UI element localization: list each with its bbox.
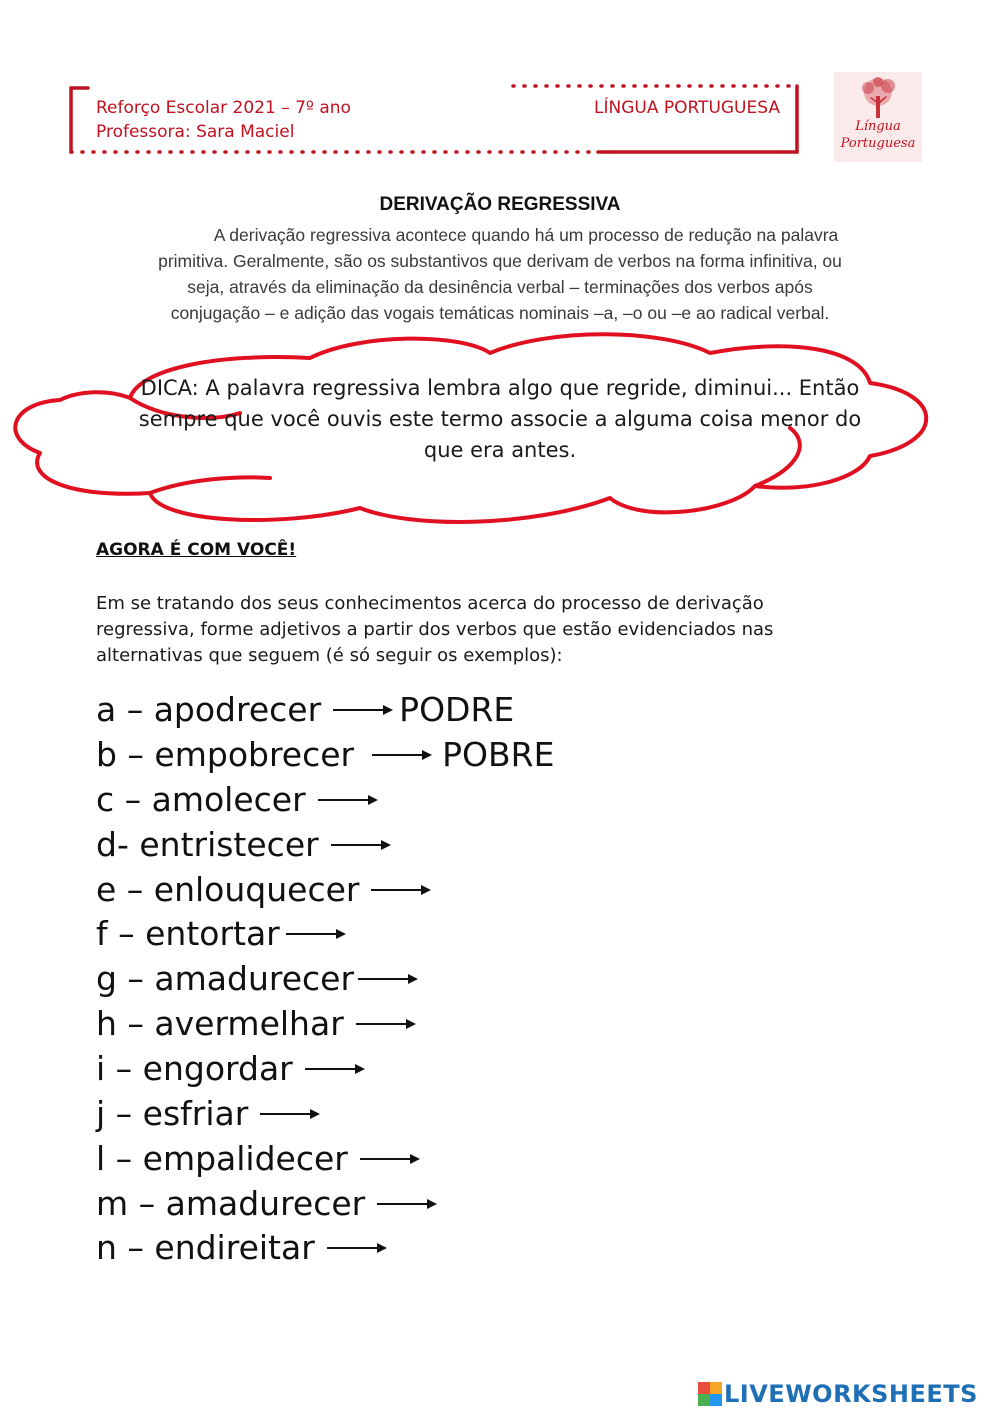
exercise-item [96, 1182, 443, 1226]
intro-line: conjugação – e adição das vogais temáticas nominais –a, –o ou –e ao radical verbal. [170, 303, 830, 323]
exercise-item [96, 1092, 326, 1136]
activity-heading: AGORA É COM VOCÊ! [96, 540, 297, 560]
arrow-right-icon [371, 884, 431, 896]
tip-line: DICA: A palavra regressiva lembra algo que regride, diminui... Então [140, 376, 860, 400]
intro-line: primitiva. Geralmente, são os substantivos que derivam de verbos na forma infinitiva, ou [158, 251, 842, 271]
tree-icon [834, 72, 922, 122]
arrow-right-icon [377, 1198, 437, 1210]
activity-instructions [96, 591, 916, 669]
brand-name: LIVEWORKSHEETS [724, 1380, 978, 1408]
verb-label: f – entortar [96, 914, 280, 953]
exercise-item [96, 823, 397, 867]
verb-label: m – amadurecer [96, 1184, 366, 1223]
answer-field[interactable]: POBRE [442, 735, 555, 774]
verb-label: c – amolecer [96, 780, 306, 819]
verb-label: n – endireitar [96, 1228, 315, 1267]
liveworksheets-mark-icon [698, 1382, 722, 1406]
verb-label: g – amadurecer [96, 959, 355, 998]
instruction-line: Em se tratando dos seus conhecimentos acerca do processo de derivação [96, 593, 764, 614]
arrow-right-icon [372, 749, 432, 761]
instruction-line: alternativas que seguem (é só seguir os exemplos): [96, 645, 563, 666]
arrow-right-icon [260, 1108, 320, 1120]
arrow-right-icon [331, 839, 391, 851]
verb-label: b – empobrecer [96, 735, 355, 774]
logo-text-line-2: Portuguesa [840, 136, 916, 151]
arrow-right-icon [286, 928, 346, 940]
header-subject: LÍNGUA PORTUGUESA [594, 98, 780, 118]
intro-line: seja, através da eliminação da desinência verbal – terminações dos verbos após [187, 277, 813, 297]
instruction-line: regressiva, forme adjetivos a partir dos verbos que estão evidenciados nas [96, 619, 774, 640]
exercise-item [96, 778, 384, 822]
exercise-item [96, 1226, 393, 1270]
exercise-item [96, 1047, 371, 1091]
verb-label: j – esfriar [96, 1094, 249, 1133]
exercise-item [96, 957, 424, 1001]
exercise-item [96, 688, 514, 732]
verb-label: a – apodrecer [96, 690, 322, 729]
arrow-right-icon [333, 704, 393, 716]
arrow-right-icon [360, 1153, 420, 1165]
exercise-item [96, 868, 437, 912]
arrow-right-icon [356, 1018, 416, 1030]
tip-line: que era antes. [423, 438, 577, 462]
verb-label: d- entristecer [96, 825, 319, 864]
verb-label: e – enlouquecer [96, 870, 360, 909]
arrow-right-icon [318, 794, 378, 806]
arrow-right-icon [327, 1242, 387, 1254]
arrow-right-icon [305, 1063, 365, 1075]
header-course: Reforço Escolar 2021 – 7º ano [96, 98, 351, 118]
verb-label: h – avermelhar [96, 1004, 344, 1043]
logo-text [834, 118, 922, 152]
header-teacher: Professora: Sara Maciel [96, 122, 295, 142]
arrow-right-icon [358, 973, 418, 985]
answer-field[interactable]: PODRE [399, 690, 515, 729]
tip-line: sempre que você ouvis este termo associe a alguma coisa menor do [138, 407, 862, 431]
exercise-item [96, 912, 352, 956]
verb-label: l – empalidecer [96, 1139, 348, 1178]
intro-paragraph [100, 222, 900, 326]
intro-line: A derivação regressiva acontece quando há um processo de redução na palavra [213, 225, 839, 245]
exercise-item [96, 1137, 426, 1181]
liveworksheets-logo[interactable] [698, 1380, 978, 1408]
exercise-item [96, 733, 554, 777]
tip-text [90, 373, 910, 466]
page-title: DERIVAÇÃO REGRESSIVA [379, 194, 621, 215]
logo-text-line-1: Língua [855, 119, 901, 134]
exercise-item [96, 1002, 422, 1046]
verb-label: i – engordar [96, 1049, 293, 1088]
